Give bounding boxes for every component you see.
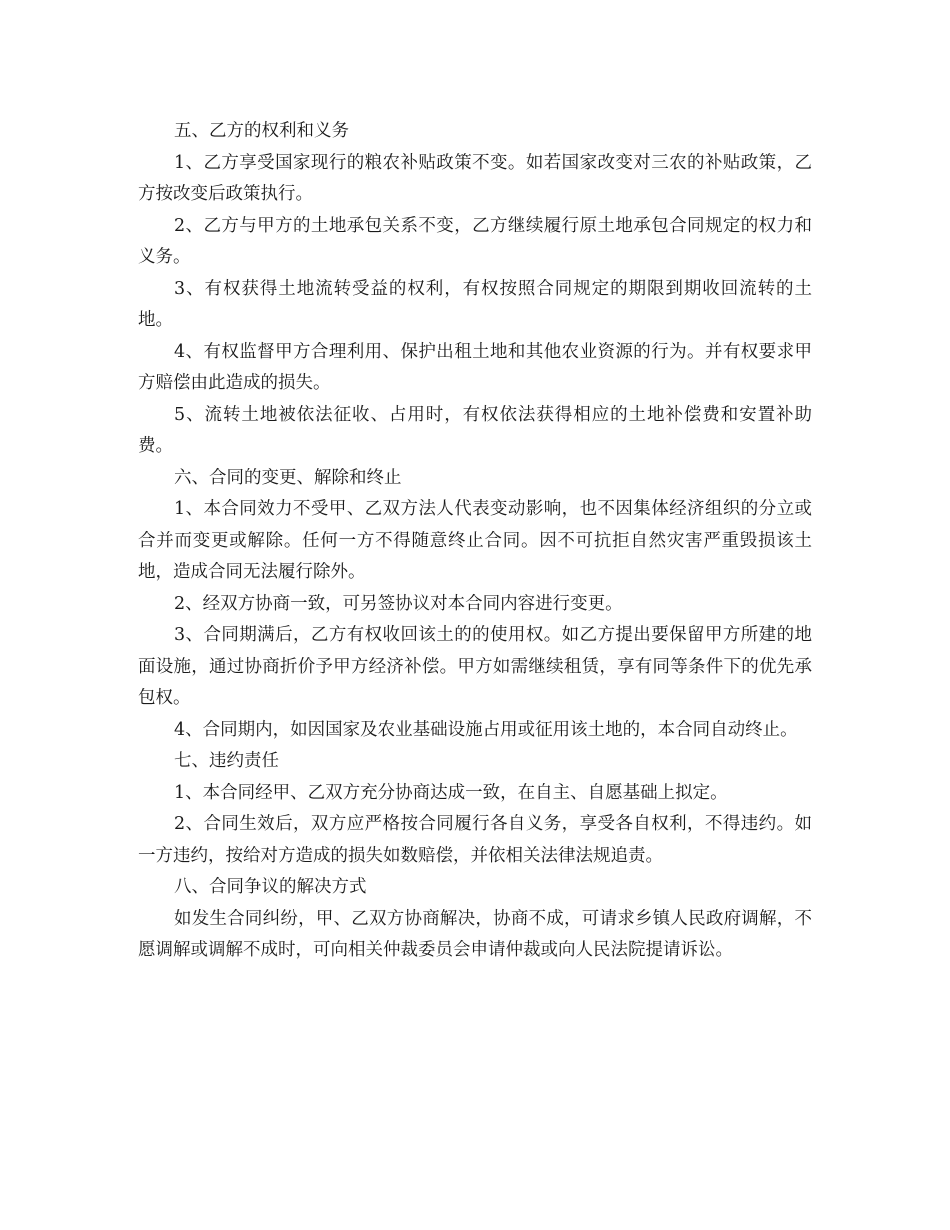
paragraph: 2、乙方与甲方的土地承包关系不变，乙方继续履行原土地承包合同规定的权力和义务。 — [138, 215, 812, 267]
paragraph: 3、有权获得土地流转受益的权利，有权按照合同规定的期限到期收回流转的土地。 — [138, 278, 812, 330]
paragraph: 如发生合同纠纷，甲、乙双方协商解决，协商不成，可请求乡镇人民政府调解，不愿调解或调解不成时，可向相关仲裁委员会申请仲裁或向人民法院提请诉讼。 — [138, 908, 812, 960]
paragraph: 4、合同期内，如因国家及农业基础设施占用或征用该土地的，本合同自动终止。 — [174, 719, 798, 740]
paragraph: 5、流转土地被依法征收、占用时，有权依法获得相应的土地补偿费和安置补助费。 — [138, 404, 812, 456]
paragraph: 2、合同生效后，双方应严格按合同履行各自义务，享受各自权利，不得违约。如一方违约，按给对方造成的损失如数赔偿，并依相关法律法规追责。 — [138, 814, 812, 866]
paragraph: 2、经双方协商一致，可另签协议对本合同内容进行变更。 — [174, 593, 623, 614]
section-heading-6: 六、合同的变更、解除和终止 — [174, 467, 402, 488]
section-heading-7: 七、违约责任 — [174, 751, 279, 771]
section-heading-5: 五、乙方的权利和义务 — [174, 121, 349, 141]
paragraph: 3、合同期满后，乙方有权收回该土的的使用权。如乙方提出要保留甲方所建的地面设施，通过协商折价予甲方经济补偿。甲方如需继续租赁，享有同等条件下的优先承包权。 — [138, 625, 812, 708]
paragraph: 1、本合同效力不受甲、乙双方法人代表变动影响，也不因集体经济组织的分立或合并而变更或解除。任何一方不得随意终止合同。因不可抗拒自然灾害严重毁损该土地，造成合同无法履行除外。 — [138, 499, 812, 582]
document-body — [138, 116, 812, 967]
section-heading-8: 八、合同争议的解决方式 — [174, 877, 367, 897]
paragraph: 1、乙方享受国家现行的粮农补贴政策不变。如若国家改变对三农的补贴政策，乙方按改变后政策执行。 — [138, 152, 812, 204]
paragraph: 1、本合同经甲、乙双方充分协商达成一致，在自主、自愿基础上拟定。 — [174, 782, 728, 803]
paragraph: 4、有权监督甲方合理利用、保护出租土地和其他农业资源的行为。并有权要求甲方赔偿由此造成的损失。 — [138, 341, 812, 393]
